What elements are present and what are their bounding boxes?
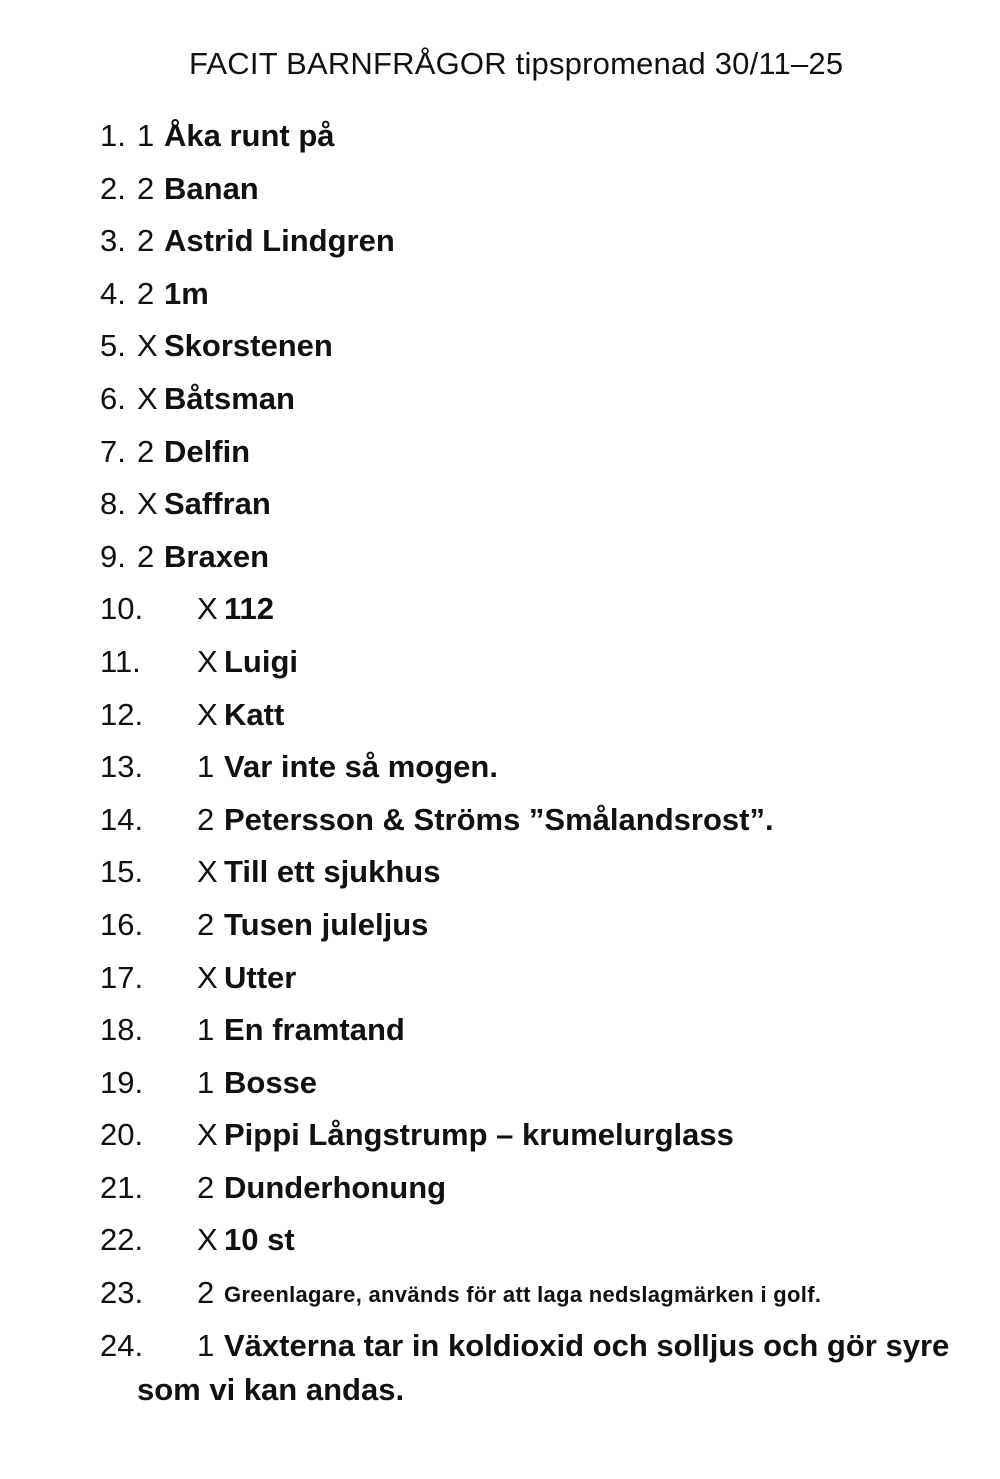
- item-answer: Katt: [224, 696, 285, 732]
- list-item: [0, 1166, 1000, 1219]
- item-number: 4.: [100, 275, 126, 311]
- item-number: 14.: [100, 801, 144, 837]
- item-pick: 1: [197, 1064, 215, 1100]
- item-answer: Åka runt på: [164, 118, 335, 153]
- item-number: 6.: [100, 380, 126, 416]
- item-number: 10.: [100, 591, 144, 627]
- list-item: [0, 1008, 1000, 1061]
- list-item: [0, 640, 1000, 693]
- list-item: [0, 482, 1000, 535]
- item-answer: 10 st: [224, 1222, 295, 1258]
- item-pick: X: [197, 1117, 218, 1153]
- item-answer: Skorstenen: [164, 328, 333, 364]
- list-item: [0, 903, 1000, 956]
- item-pick: X: [197, 696, 218, 732]
- list-item: [0, 430, 1000, 483]
- item-answer: Braxen: [164, 538, 270, 574]
- list-item: [0, 324, 1000, 377]
- list-item: [0, 745, 1000, 798]
- item-pick: X: [197, 1222, 218, 1258]
- item-pick: 2: [197, 906, 215, 942]
- list-item: [0, 219, 1000, 272]
- item-answer: Växterna tar in koldioxid och solljus och gör syre: [224, 1327, 950, 1363]
- list-item: [0, 850, 1000, 903]
- item-pick: 2: [137, 170, 155, 206]
- answer-list: [0, 114, 1000, 1376]
- item-number: 15.: [100, 854, 144, 890]
- item-answer: Var inte så mogen.: [224, 749, 498, 785]
- item-number: 11.: [100, 643, 141, 679]
- item-answer: Dunderhonung: [224, 1169, 447, 1205]
- list-item: [0, 1218, 1000, 1271]
- item-number: 12.: [100, 696, 144, 732]
- item-number: 21.: [100, 1169, 144, 1205]
- item-number: 20.: [100, 1117, 144, 1153]
- list-item: [0, 377, 1000, 430]
- item-pick: X: [197, 591, 218, 627]
- item-number: 7.: [100, 433, 126, 469]
- item-number: 2.: [100, 170, 126, 206]
- list-item: [0, 693, 1000, 746]
- item-pick: X: [137, 328, 158, 364]
- item-answer: Båtsman: [164, 380, 295, 416]
- item-answer: Bosse: [224, 1064, 318, 1100]
- item-number: 3.: [100, 223, 126, 259]
- item-pick: 1: [137, 118, 155, 153]
- item-pick: X: [197, 643, 218, 679]
- item-answer-continuation: som vi kan andas.: [137, 1372, 405, 1407]
- item-answer: 1m: [164, 275, 209, 311]
- item-pick: 2: [197, 1169, 215, 1205]
- item-answer: Delfin: [164, 433, 251, 469]
- item-answer: Petersson & Ströms ”Smålandsrost”.: [224, 801, 774, 837]
- item-pick: 2: [137, 223, 155, 259]
- list-item: [0, 1061, 1000, 1114]
- item-number: 1.: [100, 118, 126, 153]
- list-item: [0, 587, 1000, 640]
- item-number: 13.: [100, 749, 144, 785]
- item-answer: Luigi: [224, 643, 299, 679]
- item-number: 8.: [100, 486, 126, 522]
- item-answer: Saffran: [164, 486, 271, 522]
- item-pick: X: [197, 959, 218, 995]
- item-pick: X: [137, 486, 158, 522]
- item-pick: 2: [137, 433, 155, 469]
- list-item: [0, 956, 1000, 1009]
- item-answer: Greenlagare, används för att laga nedslagmärken i golf.: [224, 1282, 822, 1308]
- item-pick: 2: [197, 801, 215, 837]
- item-answer: Till ett sjukhus: [224, 854, 441, 890]
- list-item: [0, 798, 1000, 851]
- item-pick: 1: [197, 1012, 215, 1048]
- document-title: FACIT BARNFRÅGOR tipspromenad 30/11–25: [189, 46, 844, 81]
- item-answer: Pippi Långstrump – krumelurglass: [224, 1117, 734, 1153]
- item-answer: Astrid Lindgren: [164, 223, 395, 259]
- item-answer: 112: [224, 591, 275, 627]
- item-number: 9.: [100, 538, 126, 574]
- item-number: 24.: [100, 1327, 144, 1363]
- item-pick: 2: [197, 1275, 215, 1311]
- list-item: [0, 114, 1000, 167]
- list-item: [0, 1113, 1000, 1166]
- item-number: 19.: [100, 1064, 144, 1100]
- item-pick: 1: [197, 749, 215, 785]
- item-answer: Utter: [224, 959, 297, 995]
- item-pick: 2: [137, 538, 155, 574]
- item-number: 5.: [100, 328, 126, 364]
- item-number: 16.: [100, 906, 144, 942]
- item-pick: 1: [197, 1327, 215, 1363]
- item-pick: 2: [137, 275, 155, 311]
- list-item: [0, 1271, 1000, 1324]
- item-number: 18.: [100, 1012, 144, 1048]
- item-pick: X: [197, 854, 218, 890]
- item-answer: Banan: [164, 170, 259, 206]
- item-pick: X: [137, 380, 158, 416]
- item-number: 22.: [100, 1222, 144, 1258]
- item-number: 17.: [100, 959, 144, 995]
- list-item: [0, 167, 1000, 220]
- list-item: [0, 535, 1000, 588]
- item-number: 23.: [100, 1275, 144, 1311]
- item-answer: En framtand: [224, 1012, 405, 1048]
- list-item: [0, 272, 1000, 325]
- item-answer: Tusen juleljus: [224, 906, 429, 942]
